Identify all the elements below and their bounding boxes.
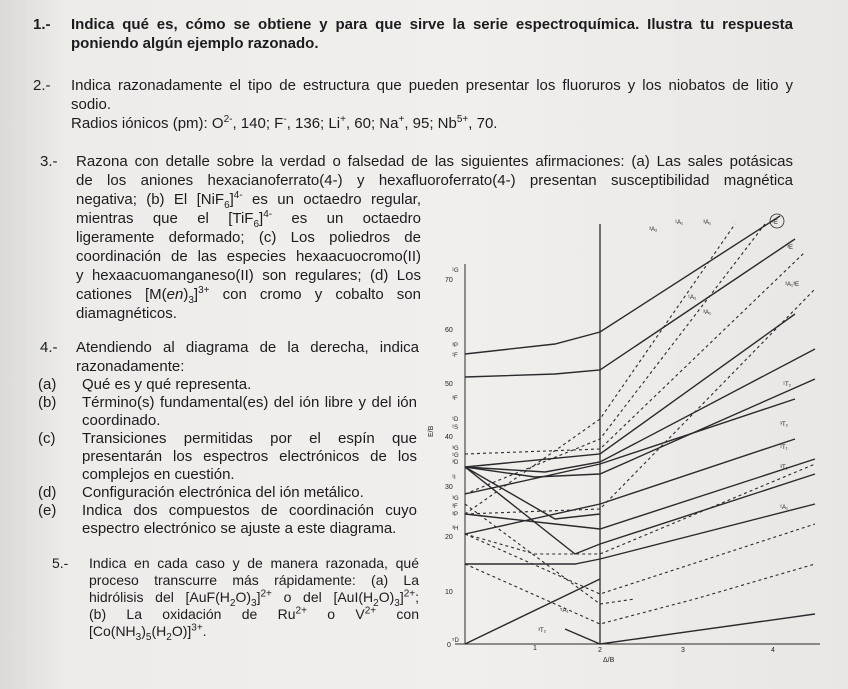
svg-text:30: 30	[445, 484, 453, 491]
svg-text:³A₁: ³A₁	[703, 220, 712, 226]
question-text-line: y hexaacuomanganeso(II) son regulares; (d) Los	[76, 267, 421, 284]
svg-text:¹A₂: ¹A₂	[688, 295, 697, 301]
y-axis-ticks	[428, 277, 453, 649]
y-axis-label: E/B	[428, 425, 435, 437]
question-text-line: Razona con detalle sobre la verdad o falsedad de las siguientes afirmaciones: (a) Las sales potásicas	[76, 153, 793, 170]
svg-text:¹A₁: ¹A₁	[780, 505, 789, 511]
diagram-lines	[465, 216, 815, 644]
question-5	[52, 555, 422, 643]
question-text-line: mientras que el $[TiF_6]^{4-}$ es un octaedro	[76, 209, 421, 230]
svg-text:¹S: ¹S	[452, 425, 458, 431]
svg-text:¹G: ¹G	[452, 453, 459, 459]
svg-text:³E: ³E	[793, 282, 799, 288]
svg-text:³A₁: ³A₁	[785, 282, 794, 288]
top-terms	[649, 220, 711, 233]
item-b: (b) Término(s) fundamental(es) del ión libre y del ión coordinado.	[38, 394, 417, 429]
svg-text:³A₂: ³A₂	[649, 227, 658, 233]
question-text-line: diamagnéticos.	[76, 305, 177, 322]
question-text-line: Indica en cada caso y de manera razonada, qué	[89, 555, 419, 571]
svg-text:¹A₁: ¹A₁	[675, 220, 684, 226]
question-number: 5.-	[52, 555, 69, 571]
question-text-line: cationes $[M(en)_3]^{3+}$ con cromo y cobalto son	[76, 285, 421, 306]
item-c: (c) Transiciones permitidas por el espín que presentarán los espectros electrónicos de los complejos en cuestión.	[38, 430, 417, 483]
svg-text:³F: ³F	[452, 504, 458, 510]
svg-text:20: 20	[445, 534, 453, 541]
x-axis-ticks	[533, 645, 775, 664]
svg-text:³T₂: ³T₂	[780, 422, 788, 428]
question-text-line: proceso transcurre más rápidamente: (a) La	[89, 572, 419, 588]
svg-text:1: 1	[533, 645, 537, 652]
svg-text:¹T₂: ¹T₂	[783, 382, 791, 388]
question-text-line: poniendo algún ejemplo razonado.	[71, 35, 319, 52]
svg-text:¹G: ¹G	[452, 268, 459, 274]
question-number: 2.-	[33, 77, 51, 94]
x-axis-label: Δ/B	[603, 657, 615, 664]
svg-text:³G: ³G	[452, 446, 459, 452]
svg-text:³P: ³P	[452, 512, 458, 518]
question-text-line: negativa; (b) El $[NiF_6]^{4-}$ es un octaedro regular,	[76, 190, 421, 211]
svg-text:³G: ³G	[452, 496, 459, 502]
svg-text:4: 4	[771, 647, 775, 654]
svg-text:60: 60	[445, 327, 453, 334]
svg-text:¹E: ¹E	[772, 220, 778, 226]
svg-text:10: 10	[445, 589, 453, 596]
question-number: 4.-	[40, 339, 58, 356]
question-text-line: sodio.	[71, 96, 112, 113]
question-text-line: Indica qué es, cómo se obtiene y para que sirve la serie espectroquímica. Ilustra tu respuesta	[71, 16, 793, 33]
svg-text:2: 2	[598, 647, 602, 654]
tanabe-sugano-diagram	[428, 204, 835, 666]
svg-text:3: 3	[681, 647, 685, 654]
svg-text:³H: ³H	[452, 526, 459, 532]
question-text-line: Atendiendo al diagrama de la derecha, indica	[76, 339, 419, 356]
svg-text:³E: ³E	[787, 245, 793, 251]
svg-text:50: 50	[445, 381, 453, 388]
item-a: (a) Qué es y qué representa.	[38, 376, 252, 393]
question-1	[33, 15, 793, 53]
question-text-line: razonadamente:	[76, 358, 185, 375]
svg-text:³D: ³D	[452, 460, 459, 466]
question-number: 1.-	[33, 16, 51, 33]
svg-text:³T₁: ³T₁	[780, 465, 788, 471]
question-text-line: hidrólisis del $[AuF(H_2O)_3]^{2+}$ o del $[AuI(H_2O)_3]^{2+}$;	[89, 588, 419, 609]
right-terms	[770, 214, 799, 511]
question-text-line: Indica razonadamente el tipo de estructura que pueden presentar los fluoruros y los niobatos de litio y	[71, 77, 793, 94]
svg-text:³A₁: ³A₁	[703, 310, 712, 316]
ionic-radii-line: Radios iónicos (pm): $O^{2-}$, 140; F-, 136; Li+, 60; Na+, 95; $Nb^{5+}$, 70.	[71, 114, 498, 132]
question-text-line: coordinación de las especies hexaacuocromo(II)	[76, 248, 421, 265]
item-d: (d) Configuración electrónica del ión metálico.	[38, 484, 364, 501]
question-text-line: (b) La oxidación de $Ru^{2+}$ o $V^{2+}$ con	[89, 605, 419, 622]
svg-text:¹D: ¹D	[452, 417, 459, 423]
svg-text:³P: ³P	[452, 343, 458, 349]
question-2	[33, 76, 793, 133]
svg-text:40: 40	[445, 434, 453, 441]
question-4	[40, 338, 420, 376]
diagram-axes	[455, 224, 820, 644]
question-text-line: ligeramente deformado; (c) Los poliedros de	[76, 229, 421, 246]
svg-text:³T₂: ³T₂	[538, 628, 546, 634]
question-text-line: de los aniones hexacianoferrato(4-) y hexafluoroferrato(4-) presentan susceptibilidad magnética	[76, 172, 793, 189]
svg-text:70: 70	[445, 277, 453, 284]
svg-text:0: 0	[447, 642, 451, 649]
question-number: 3.-	[40, 153, 58, 170]
svg-text:¹F: ¹F	[452, 353, 458, 359]
bottom-terms	[538, 607, 569, 634]
svg-text:⁵A₁: ⁵A₁	[560, 608, 569, 614]
svg-text:¹I: ¹I	[452, 475, 456, 481]
svg-text:¹T₁: ¹T₁	[780, 445, 788, 451]
question-text-line: $[Co(NH_3)_5(H_2O)]^{3+}$.	[89, 622, 207, 643]
svg-text:⁵D: ⁵D	[452, 638, 459, 644]
left-terms	[452, 268, 459, 644]
item-e: (e) Indica dos compuestos de coordinación cuyo espectro electrónico se ajuste a este diagrama.	[38, 502, 417, 537]
svg-text:³F: ³F	[452, 396, 458, 402]
